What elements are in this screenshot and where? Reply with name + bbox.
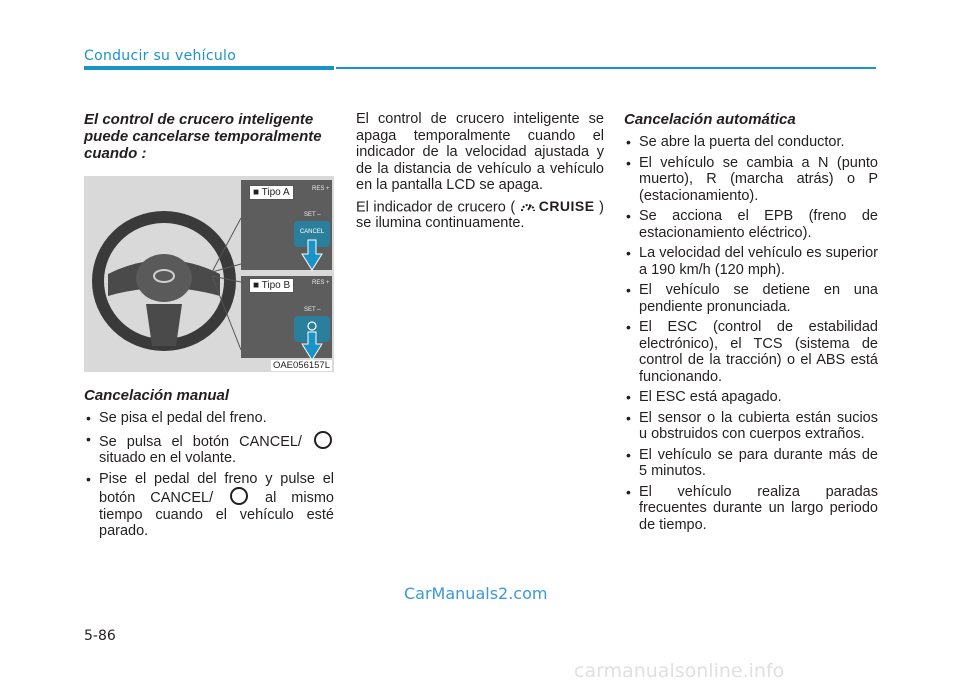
list-item: • El sensor o la cubierta están sucios u obstruidos con cuerpos extraños. — [624, 410, 878, 443]
list-item: • La velocidad del vehículo es superior a 190 km/h (120 mph). — [624, 245, 878, 278]
list-item: • El ESC está apagado. — [624, 389, 878, 406]
list-item: • El ESC (control de estabilidad electrónico), el TCS (sistema de control de la tracción) o el ABS está funcionando. — [624, 319, 878, 385]
list-item: • Se pulsa el botón CANCEL/ situado en el volante. — [84, 431, 334, 467]
manual-list — [84, 410, 334, 540]
footer-site-watermark: carmanualsonline.info — [574, 660, 785, 682]
speedometer-icon — [520, 200, 536, 212]
auto-list — [624, 134, 878, 533]
list-item: • Pise el pedal del freno y pulse el botón CANCEL/ al mismo tiempo cuando el vehículo esté parado. — [84, 471, 334, 540]
manual-cancel-section — [84, 387, 334, 544]
steering-wheel-figure — [84, 176, 334, 372]
list-item: • El vehículo se cambia a N (punto muerto), R (marcha atrás) o P (estacionamiento). — [624, 155, 878, 205]
circle-button-icon — [314, 431, 332, 449]
manual-heading: Cancelación manual — [84, 387, 230, 404]
res-text-b: RES + — [312, 280, 330, 286]
lower-spoke — [146, 304, 182, 346]
set-text-a: SET – — [304, 212, 321, 218]
cancel-text: CANCEL — [299, 229, 325, 235]
figure-code: OAE056157L — [272, 360, 330, 371]
header-rule-accent — [84, 66, 334, 70]
res-text-a: RES + — [312, 186, 330, 192]
column-middle — [356, 111, 604, 236]
header-rule — [336, 67, 876, 69]
paragraph: El control de crucero inteligente se apaga temporalmente cuando el indicador de la velocidad ajustada y de la distancia de vehículo a vehículo en la pantalla LCD se apaga. — [356, 111, 604, 193]
paragraph: El indicador de crucero ( CRUISE ) se ilumina continuamente. — [356, 197, 604, 232]
watermark-link[interactable]: CarManuals2.com — [404, 584, 548, 603]
list-item: • El vehículo realiza paradas frecuentes durante un largo periodo de tiempo. — [624, 484, 878, 534]
tipo-b-label: ■ Tipo B — [249, 278, 294, 293]
list-item: • El vehículo se para durante más de 5 minutos. — [624, 447, 878, 480]
circle-button-icon — [230, 487, 248, 505]
cruise-indicator: CRUISE — [520, 198, 595, 215]
auto-heading: Cancelación automática — [624, 111, 796, 128]
set-text-b: SET – — [304, 307, 321, 313]
column-left — [84, 111, 334, 162]
list-item: • Se acciona el EPB (freno de estacionamiento eléctrico). — [624, 208, 878, 241]
airbag-hub — [136, 254, 192, 302]
page-number: 5-86 — [84, 628, 116, 644]
section-title: Conducir su vehículo — [84, 48, 237, 64]
list-item: • El vehículo se detiene en una pendiente pronunciada. — [624, 282, 878, 315]
list-item: • Se pisa el pedal del freno. — [84, 410, 334, 427]
column-right — [624, 111, 878, 537]
list-item: • Se abre la puerta del conductor. — [624, 134, 878, 151]
subsection-heading: El control de crucero inteligente puede cancelarse temporalmente cuando : — [84, 111, 322, 162]
steering-wheel-illustration — [84, 176, 334, 372]
tipo-a-label: ■ Tipo A — [249, 185, 294, 200]
